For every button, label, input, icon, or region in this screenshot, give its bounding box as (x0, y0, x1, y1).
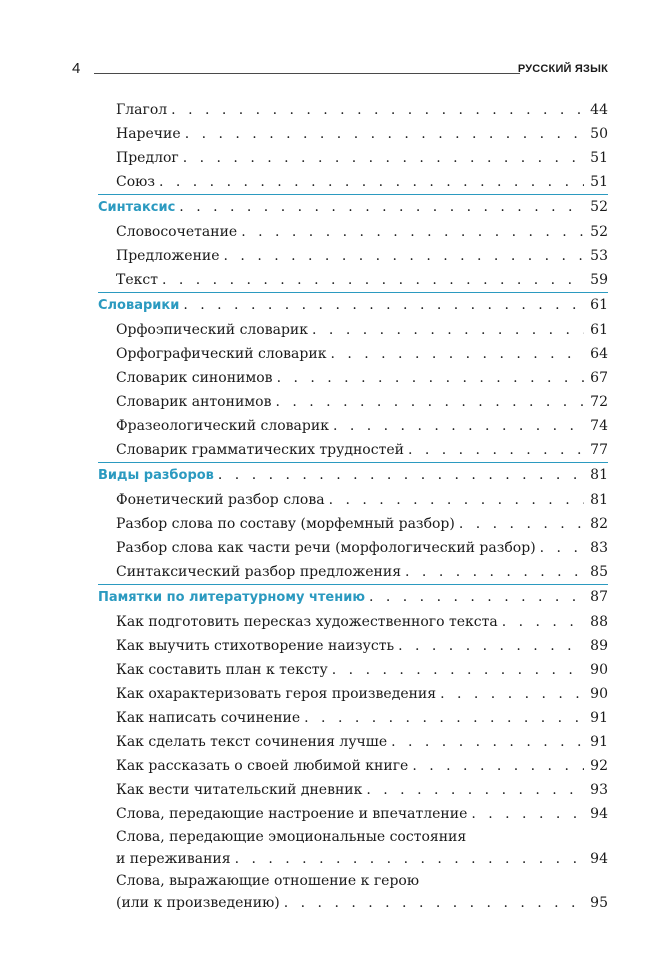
page-ref: 64 (590, 346, 608, 362)
leader-dots (412, 754, 584, 778)
page-ref: 61 (590, 297, 608, 313)
toc-entry[interactable]: Орфографический словарик . . . 64 (98, 342, 608, 366)
page-ref: 52 (590, 199, 608, 215)
page-ref: 92 (590, 758, 608, 774)
toc-entry[interactable]: Как написать сочинение . . . 91 (98, 706, 608, 730)
entry-line-last: и переживания . . . 94 (116, 848, 608, 870)
toc-entry[interactable]: Предложение . . . 53 (98, 244, 608, 268)
leader-dots (312, 318, 584, 342)
toc-entry[interactable]: Как рассказать о своей любимой книге . . . 92 (98, 754, 608, 778)
leader-dots (304, 706, 584, 730)
leader-dots (241, 220, 584, 244)
leader-dots (159, 170, 584, 194)
toc-entry[interactable]: Союз . . . 51 (98, 170, 608, 194)
leader-dots (369, 585, 584, 610)
toc-entry[interactable]: Как сделать текст сочинения лучше . . . 91 (98, 730, 608, 754)
toc-entry[interactable]: Слова, передающие настроение и впечатление . . . 94 (98, 802, 608, 826)
page-ref: 52 (590, 224, 608, 240)
page-ref: 85 (590, 564, 608, 580)
leader-dots (333, 414, 584, 438)
toc-entry-multiline[interactable] (98, 826, 608, 870)
page-ref: 74 (590, 418, 608, 434)
toc-entry[interactable]: Словарик грамматических трудностей . . . 77 (98, 438, 608, 462)
page-ref: 93 (590, 782, 608, 798)
page-ref: 95 (590, 895, 608, 911)
toc-entry[interactable]: Как вести читательский дневник . . . 93 (98, 778, 608, 802)
leader-dots (471, 802, 584, 826)
page-ref: 59 (590, 272, 608, 288)
leader-dots (502, 610, 584, 634)
page-ref: 94 (590, 806, 608, 822)
toc-entry[interactable]: Предлог . . . 51 (98, 146, 608, 170)
page-ref: 81 (590, 467, 608, 483)
page-ref: 87 (590, 589, 608, 605)
leader-dots (185, 122, 584, 146)
section-heading[interactable]: Виды разборов . . . 81 (98, 463, 608, 488)
page-ref: 44 (590, 102, 608, 118)
page-ref: 53 (590, 248, 608, 264)
toc-entry[interactable]: Орфоэпический словарик . . . 61 (98, 318, 608, 342)
entry-line: Слова, передающие эмоциональные состояния (116, 829, 467, 845)
running-title: РУССКИЙ ЯЗЫК (517, 63, 608, 75)
toc-entry[interactable]: Словарик синонимов . . . 67 (98, 366, 608, 390)
toc-entry[interactable]: Словосочетание . . . 52 (98, 220, 608, 244)
page-ref: 50 (590, 126, 608, 142)
leader-dots (171, 98, 584, 122)
page-number: 4 (72, 60, 81, 77)
leader-dots (332, 658, 584, 682)
toc-entry[interactable]: Как подготовить пересказ художественного текста . . . 88 (98, 610, 608, 634)
page-ref: 81 (590, 492, 608, 508)
toc-entry[interactable]: Наречие . . . 50 (98, 122, 608, 146)
leader-dots (440, 682, 584, 706)
entry-line: Слова, выражающие отношение к герою (116, 873, 420, 889)
leader-dots (218, 463, 584, 488)
page-header (72, 60, 608, 80)
toc-entry[interactable]: Текст . . . 59 (98, 268, 608, 292)
toc-entry[interactable]: Как составить план к тексту . . . 90 (98, 658, 608, 682)
leader-dots (391, 730, 584, 754)
toc-entry[interactable]: Как охарактеризовать героя произведения . . . 90 (98, 682, 608, 706)
leader-dots (275, 390, 584, 414)
page-ref: 77 (590, 442, 608, 458)
page-ref: 67 (590, 370, 608, 386)
page-ref: 83 (590, 540, 608, 556)
toc-entry[interactable]: Как выучить стихотворение наизусть . . . 89 (98, 634, 608, 658)
leader-dots (459, 512, 584, 536)
page-ref: 72 (590, 394, 608, 410)
page-ref: 91 (590, 734, 608, 750)
leader-dots (284, 892, 584, 914)
toc-entry[interactable]: Фразеологический словарик . . . 74 (98, 414, 608, 438)
page-ref: 51 (590, 150, 608, 166)
leader-dots (183, 146, 584, 170)
page-ref: 89 (590, 638, 608, 654)
section-heading[interactable]: Памятки по литературному чтению . . . 87 (98, 585, 608, 610)
leader-dots (540, 536, 584, 560)
page-ref: 94 (590, 851, 608, 867)
page-ref: 90 (590, 662, 608, 678)
toc-entry[interactable]: Словарик антонимов . . . 72 (98, 390, 608, 414)
toc-entry-multiline[interactable] (98, 870, 608, 914)
toc-entry[interactable]: Глагол . . . 44 (98, 98, 608, 122)
leader-dots (162, 268, 584, 292)
leader-dots (179, 195, 584, 220)
leader-dots (235, 848, 584, 870)
leader-dots (277, 366, 584, 390)
page-ref: 82 (590, 516, 608, 532)
entry-line-last: (или к произведению) . . . 95 (116, 892, 608, 914)
toc-entry[interactable]: Разбор слова по составу (морфемный разбор) . . . 82 (98, 512, 608, 536)
section-heading[interactable]: Словарики . . . 61 (98, 293, 608, 318)
leader-dots (329, 488, 584, 512)
page-ref: 90 (590, 686, 608, 702)
leader-dots (405, 560, 584, 584)
header-rule (94, 73, 520, 74)
leader-dots (183, 293, 584, 318)
page-ref: 91 (590, 710, 608, 726)
page-ref: 61 (590, 322, 608, 338)
leader-dots (224, 244, 584, 268)
table-of-contents (98, 98, 608, 914)
leader-dots (408, 438, 584, 462)
leader-dots (398, 634, 584, 658)
page-ref: 88 (590, 614, 608, 630)
leader-dots (330, 342, 584, 366)
leader-dots (366, 778, 584, 802)
toc-entry[interactable]: Фонетический разбор слова . . . 81 (98, 488, 608, 512)
toc-entry[interactable]: Разбор слова как части речи (морфологический разбор) . . . 83 (98, 536, 608, 560)
section-heading[interactable]: Синтаксис . . . 52 (98, 195, 608, 220)
page-ref: 51 (590, 174, 608, 190)
toc-entry[interactable]: Синтаксический разбор предложения . . . 85 (98, 560, 608, 584)
